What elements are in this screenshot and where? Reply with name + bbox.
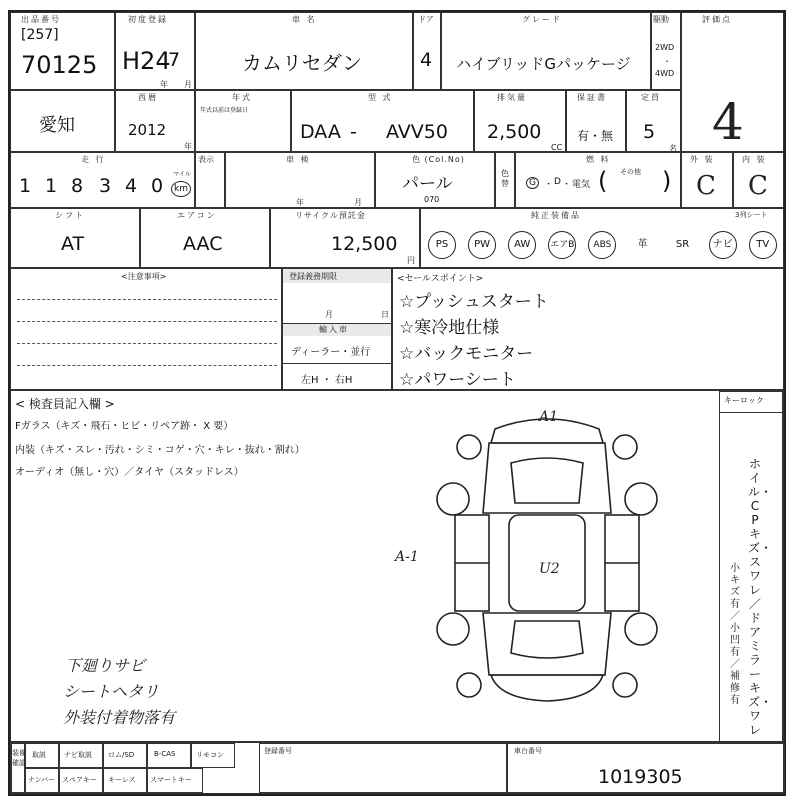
- mileage-digit: 3: [99, 175, 112, 197]
- western-label: 西暦: [138, 93, 158, 102]
- equip-check-smart-key: スマートキー: [150, 776, 192, 784]
- drive-4wd: 4WD: [655, 69, 675, 78]
- lot-number: 70125: [21, 51, 98, 79]
- equip-ps: PS: [428, 231, 456, 259]
- first-reg-era: H24: [122, 47, 171, 75]
- mileage-digit: 4: [125, 175, 138, 197]
- color-change-cell: [495, 152, 515, 208]
- equip-navi: ナビ: [709, 231, 737, 259]
- mileage-label: 走 行: [81, 155, 106, 164]
- color-cell: [375, 152, 495, 208]
- drive-cell: 駆動 2WD ・ 4WD: [651, 12, 681, 90]
- mirror-right: [613, 435, 637, 459]
- interior-cell: [733, 152, 784, 208]
- interior-label: 内 装: [742, 155, 767, 164]
- windshield-shape: [511, 458, 583, 503]
- fuel-cell: 燃 料 G ・ D ・ 電気 ( その他 ): [515, 152, 681, 208]
- sales-point: ☆寒冷地仕様: [399, 318, 500, 338]
- inspector-line-audio: オーディオ（無し・穴）／タイヤ（スタッドレス）: [15, 467, 244, 478]
- inspector-line-interior: 内装（キズ・スレ・汚れ・シミ・コゲ・穴・キレ・抜れ・割れ）: [15, 445, 305, 456]
- equip-pw: PW: [468, 231, 496, 259]
- equipment-label: 純正装備品: [531, 211, 581, 220]
- warranty-cell: [566, 90, 626, 152]
- key-lock-label: キーロック: [724, 396, 764, 405]
- equip-leather: 革: [637, 239, 648, 250]
- month-unit: 月: [184, 80, 192, 89]
- displacement-cell: [474, 90, 566, 152]
- shift-label: シフト: [55, 211, 85, 220]
- exterior-cell: [681, 152, 733, 208]
- year-unit: 年: [160, 80, 168, 89]
- diagram-mark-a1: A1: [539, 409, 559, 425]
- handwritten-note: 外装付着物落有: [63, 708, 176, 727]
- car-diagram: [425, 403, 669, 709]
- wheel-rear-left: [437, 613, 469, 645]
- side-note-text2: 小キズ有／小凹有／補修有: [730, 563, 740, 706]
- trunk-shape: [483, 613, 611, 675]
- seats-label: 定員: [641, 93, 661, 102]
- equip-tv: TV: [749, 231, 777, 259]
- mileage-unit-top: マイル: [173, 171, 191, 178]
- first-reg-month: 7: [168, 49, 181, 71]
- chassis-cell: [507, 743, 785, 793]
- grade-cell: [441, 12, 651, 90]
- type-cell: 型 式 DAA - AVV50: [291, 90, 474, 152]
- mileage-sub-label: 表示: [198, 155, 214, 164]
- ac-cell: [140, 208, 270, 268]
- drive-2wd: 2WD: [655, 43, 675, 52]
- mileage-digit: 1: [45, 175, 58, 197]
- recycle-cell: [270, 208, 420, 268]
- type-label: 型 式: [368, 93, 393, 102]
- fuel-d: D: [554, 177, 561, 187]
- ac-label: エアコン: [177, 211, 217, 220]
- ac: AAC: [183, 233, 223, 255]
- recycle: 12,500: [331, 233, 398, 255]
- score-cell: [681, 12, 784, 152]
- equip-check-rom-sd: ロム/SD: [108, 751, 135, 759]
- fuel-g: G: [526, 177, 539, 189]
- first-reg-cell: [115, 12, 195, 90]
- equip-check-manual: 取説: [32, 751, 46, 759]
- mileage-unit: km: [171, 181, 191, 197]
- mileage-sub-cell: [195, 152, 225, 208]
- side-note-text: ホイル・CPキズ・スワレ／ドアミラーキズ・ワレ: [748, 457, 773, 737]
- inspector-area: [10, 390, 784, 742]
- color-change-label: 色替: [501, 169, 509, 188]
- side-note-box: [719, 413, 783, 743]
- western-year-cell: [115, 90, 195, 152]
- seats-unit: 名: [669, 144, 677, 153]
- lot-cell: [10, 12, 115, 90]
- equip-abs: ABS: [588, 231, 616, 259]
- handwritten-note: 下廻りサビ: [65, 656, 146, 675]
- door-label: ドア: [418, 15, 434, 24]
- equip-sr: SR: [675, 239, 690, 250]
- equip-aw: AW: [508, 231, 536, 259]
- first-reg-label: 初度登録: [128, 15, 168, 24]
- dealer-parallel: ディーラー・並行: [291, 347, 371, 358]
- mileage-digit: 1: [19, 175, 32, 197]
- equip-check-label: 装備確認: [12, 749, 26, 767]
- displacement: 2,500: [487, 121, 542, 143]
- diagram-mark-u2: U2: [539, 561, 560, 577]
- model-code: AVV50: [386, 121, 448, 143]
- registration-label: 登録義務期限: [289, 272, 337, 281]
- displacement-label: 排気量: [497, 93, 527, 102]
- mileage-cell: [10, 152, 195, 208]
- import-label: 輸入車: [319, 325, 349, 334]
- exterior-label: 外 装: [690, 155, 715, 164]
- color-no: 070: [424, 195, 440, 204]
- car-name: カムリセダン: [242, 51, 362, 75]
- warranty-label: 保証書: [577, 93, 607, 102]
- western-year-unit: 年: [184, 142, 192, 151]
- car-name-cell: [195, 12, 413, 90]
- warranty: 有・無: [577, 129, 614, 143]
- equipment-cell: [420, 208, 784, 268]
- doors: 4: [420, 49, 433, 71]
- grade-label: グレード: [522, 15, 562, 24]
- grade: ハイブリッドGパッケージ: [456, 55, 631, 73]
- name-label: 車 名: [292, 15, 317, 24]
- sales-point: ☆パワーシート: [399, 370, 516, 390]
- shaken-label: 車 検: [286, 155, 311, 164]
- reg-number-label: 登録番号: [264, 747, 292, 755]
- handwritten-note: シートヘタリ: [63, 682, 160, 701]
- auction-sheet: [8, 10, 786, 796]
- model-prefix: DAA: [300, 121, 341, 143]
- color-label: 色 (Col.No): [412, 155, 465, 164]
- recycle-label: リサイクル預託金: [295, 211, 366, 220]
- diagram-mark-a1-side: A-1: [395, 549, 419, 565]
- region: 愛知: [39, 115, 75, 136]
- chassis-label: 車台番号: [514, 747, 542, 755]
- interior-grade: C: [748, 171, 768, 201]
- shaken-month: 月: [354, 198, 362, 207]
- equip-check-bcas: B-CAS: [154, 750, 176, 758]
- caution-cell: [10, 268, 282, 390]
- footer: [10, 742, 784, 794]
- lamp-rear-right: [613, 673, 637, 697]
- lot-sub: [257]: [21, 27, 59, 43]
- equip-check-navi-manual: ナビ取説: [64, 751, 92, 759]
- sales-point: ☆バックモニター: [399, 344, 534, 364]
- equip-check-spare-key: スペアキー: [62, 776, 97, 784]
- fuel-elec: 電気: [572, 180, 591, 190]
- seats-cell: [626, 90, 681, 152]
- yen-unit: 円: [407, 256, 415, 265]
- mirror-left: [457, 435, 481, 459]
- model-year-label: 年式: [232, 93, 252, 102]
- drive-label: 駆動: [653, 15, 669, 24]
- score-label: 評価点: [702, 15, 732, 24]
- key-lock-box: [719, 391, 783, 413]
- shaken-year: 年: [296, 198, 304, 207]
- exhibit-label: 出品番号: [21, 15, 61, 24]
- equip-airbag: エアB: [548, 231, 576, 259]
- door-cell: [413, 12, 441, 90]
- wheel-rear-right: [625, 613, 657, 645]
- exterior-grade: C: [696, 171, 716, 201]
- inspector-title: < 検査員記入欄 >: [15, 397, 115, 411]
- shift-cell: [10, 208, 140, 268]
- sales-label: <セールスポイント>: [397, 274, 484, 284]
- fuel-label: 燃 料: [586, 155, 611, 164]
- score: 4: [712, 93, 744, 151]
- inspector-line-glass: Fガラス（キズ・飛石・ヒビ・リペア跡・ X 要）: [15, 421, 234, 432]
- color: パール: [402, 174, 453, 194]
- registration-cell: [282, 268, 392, 390]
- sales-point: ☆プッシュスタート: [399, 292, 549, 312]
- model-year-note: 年式以前は登録日: [200, 107, 249, 114]
- wheel-front-left: [437, 483, 469, 515]
- mileage-digit: 8: [71, 175, 84, 197]
- seats: 5: [643, 121, 656, 143]
- third-row-label: 3列シート: [735, 211, 768, 219]
- wheel-front-right: [625, 483, 657, 515]
- mileage-digit: 0: [151, 175, 164, 197]
- fuel-other: その他: [620, 168, 641, 176]
- equip-check-plate: ナンバー: [28, 776, 56, 784]
- shift: AT: [61, 233, 85, 255]
- chassis-number: 1019305: [598, 766, 683, 788]
- cc-unit: CC: [551, 143, 563, 152]
- lamp-rear-left: [457, 673, 481, 697]
- reg-number-cell: [259, 743, 507, 793]
- equip-check-label-cell: [11, 743, 25, 793]
- handle-side: 左H ・ 右H: [301, 375, 353, 386]
- shaken-cell: [225, 152, 375, 208]
- western-year: 2012: [128, 121, 167, 139]
- region-cell: [10, 90, 115, 152]
- model-year-cell: [195, 90, 291, 152]
- caution-label: <注意事項>: [121, 272, 167, 281]
- equip-check-remote: リモコン: [196, 751, 224, 759]
- reg-day: 日: [381, 310, 389, 319]
- rear-bumper-shape: [491, 675, 603, 701]
- sales-points-cell: [392, 268, 784, 390]
- reg-month: 月: [325, 310, 333, 319]
- equip-check-keyless: キーレス: [108, 776, 136, 784]
- rear-glass-shape: [511, 621, 583, 658]
